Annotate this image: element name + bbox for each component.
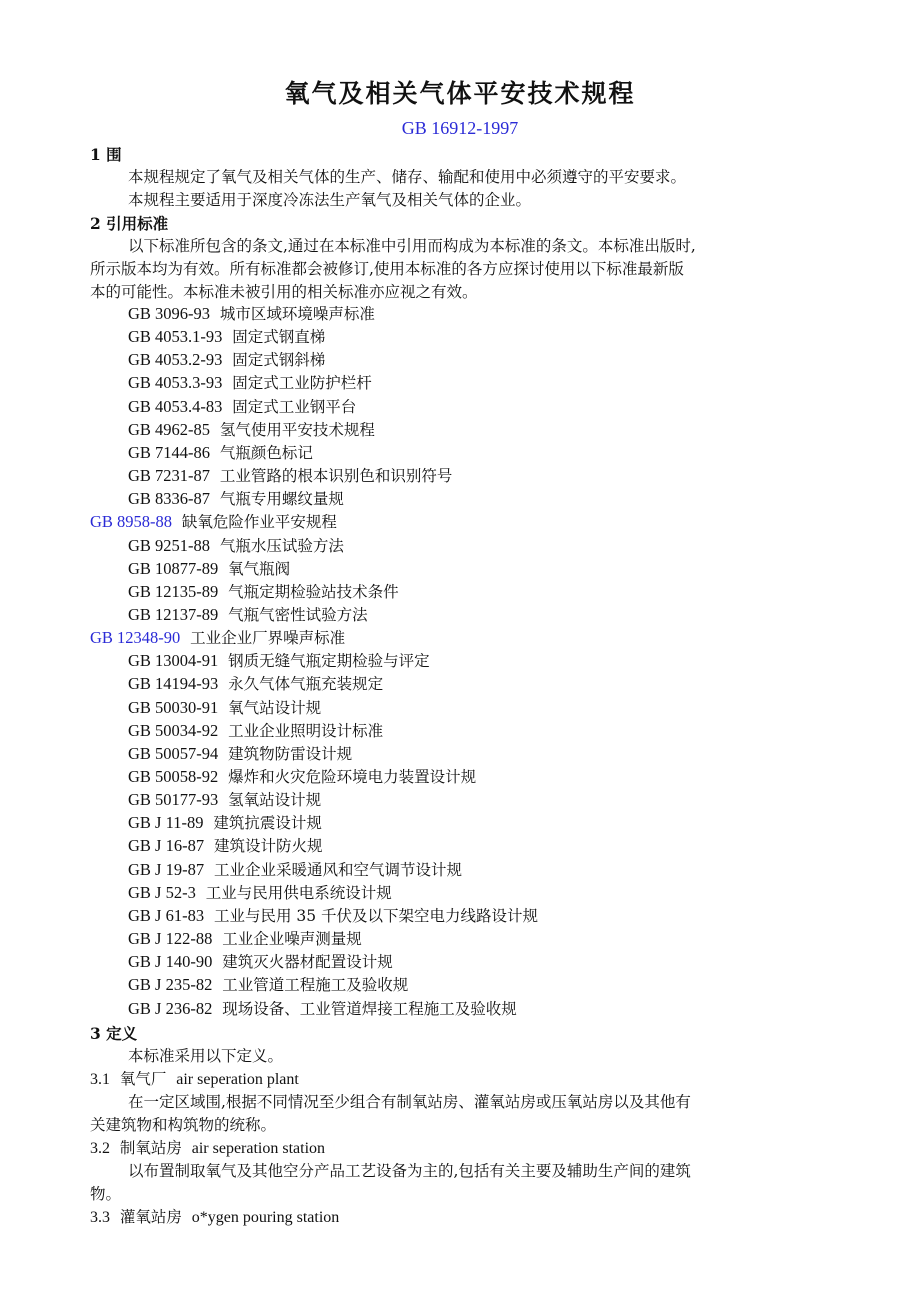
- reference-code: GB 4962-85: [128, 419, 211, 439]
- reference-title: 建筑灭火器材配置设计规: [222, 953, 393, 972]
- definition-3-2-text: 以布置制取氧气及其他空分产品工艺设备为主的,包括有关主要及辅助生产间的建筑: [128, 1162, 691, 1180]
- reference-code: GB 50177-93: [128, 790, 219, 810]
- reference-title: 工业企业照明设计标准: [228, 721, 384, 740]
- definition-number: 3.1: [90, 1071, 110, 1088]
- definition-3-2-title: [90, 1137, 816, 1160]
- reference-title: 城市区域环境噪声标准: [219, 305, 375, 323]
- definition-3-1-title: [90, 1068, 816, 1091]
- reference-title: 氧气站设计规: [228, 698, 322, 717]
- reference-item: [128, 649, 854, 673]
- reference-title: 气瓶颜色标记: [219, 443, 313, 462]
- reference-code: GB 13004-91: [128, 651, 219, 671]
- definition-3-3-title: [90, 1206, 816, 1229]
- reference-item: [128, 418, 854, 442]
- reference-item: [128, 464, 854, 488]
- reference-code: GB 7231-87: [128, 466, 211, 485]
- reference-item: [128, 881, 854, 905]
- reference-code[interactable]: GB 12348-90: [90, 628, 181, 648]
- section-2-heading: 2 引用标准: [90, 214, 169, 233]
- reference-item: [128, 950, 854, 974]
- definition-number: 3.3: [90, 1209, 110, 1226]
- definition-term-en: o*ygen pouring station: [191, 1209, 340, 1226]
- reference-code[interactable]: GB 8958-88: [90, 512, 173, 532]
- reference-title: 固定式钢斜梯: [232, 351, 326, 370]
- definition-3-1-text: 在一定区域围,根据不同情况至少组合有制氧站房、灌氧站房或压氧站房以及其他有: [128, 1093, 691, 1111]
- reference-title: 建筑抗震设计规: [213, 814, 322, 833]
- reference-code: GB 9251-88: [128, 535, 211, 555]
- reference-title: 工业企业采暖通风和空气调节设计规: [213, 860, 462, 879]
- section-2-paragraph: 本的可能性。本标准未被引用的相关标准亦应视之有效。: [90, 283, 478, 301]
- reference-title: 钢质无缝气瓶定期检验与评定: [228, 652, 430, 671]
- reference-title: 气瓶水压试验方法: [219, 536, 344, 555]
- reference-item: [128, 371, 854, 395]
- reference-title: 工业与民用 35 千伏及以下架空电力线路设计规: [213, 906, 539, 925]
- definition-term-en: air seperation plant: [176, 1071, 299, 1088]
- section-3-intro: 本标准采用以下定义。: [128, 1047, 284, 1065]
- reference-item: [128, 811, 854, 835]
- reference-title: 现场设备、工业管道焊接工程施工及验收规: [222, 999, 517, 1018]
- reference-item: [128, 858, 854, 882]
- reference-title: 建筑物防雷设计规: [228, 744, 353, 763]
- reference-item: [128, 765, 854, 789]
- reference-title: 固定式钢直梯: [232, 328, 326, 347]
- reference-item: [128, 441, 854, 465]
- reference-title: 氢氧站设计规: [228, 791, 322, 810]
- document-title: 氧气及相关气体平安技术规程: [284, 79, 636, 108]
- definition-number: 3.2: [90, 1140, 110, 1157]
- reference-code: GB 50058-92: [128, 767, 219, 786]
- reference-code: GB 7144-86: [128, 442, 211, 462]
- reference-title: 气瓶气密性试验方法: [228, 606, 368, 624]
- reference-item: [128, 395, 854, 419]
- reference-title: 固定式工业防护栏杆: [232, 374, 372, 393]
- reference-code: GB 4053.4-83: [128, 396, 223, 416]
- reference-title: 工业与民用供电系统设计规: [205, 883, 392, 902]
- reference-item: [128, 834, 854, 858]
- reference-code: GB J 52-3: [128, 882, 196, 902]
- reference-code: GB 10877-89: [128, 558, 219, 578]
- reference-title: 工业企业噪声测量规: [222, 930, 362, 948]
- reference-item: [128, 487, 854, 511]
- reference-item: [128, 997, 854, 1021]
- reference-item: [128, 719, 854, 743]
- reference-code: GB J 19-87: [128, 859, 205, 879]
- reference-title: 工业管道工程施工及验收规: [222, 976, 409, 995]
- reference-item: [128, 696, 854, 720]
- reference-title: 缺氧危险作业平安规程: [181, 513, 337, 532]
- reference-item: [90, 626, 816, 650]
- reference-item: [128, 603, 854, 627]
- reference-title: 工业管路的根本识别色和识别符号: [219, 467, 453, 485]
- reference-code: GB 3096-93: [128, 304, 211, 323]
- reference-item: [128, 557, 854, 581]
- reference-item: [128, 788, 854, 812]
- reference-code: GB J 236-82: [128, 998, 213, 1018]
- reference-item: [128, 742, 854, 766]
- reference-code: GB J 16-87: [128, 836, 205, 856]
- reference-code: GB 8336-87: [128, 489, 211, 509]
- reference-code: GB 12137-89: [128, 605, 219, 624]
- section-1-paragraph: 本规程规定了氧气及相关气体的生产、储存、输配和使用中必须遵守的平安要求。: [128, 168, 687, 186]
- reference-title: 气瓶专用螺纹量规: [219, 490, 344, 509]
- definition-3-2-text: 物。: [90, 1185, 122, 1203]
- definition-term-en: air seperation station: [191, 1140, 326, 1157]
- reference-code: GB 4053.1-93: [128, 327, 223, 347]
- reference-item: [128, 534, 854, 558]
- definition-3-1-text: 关建筑物和构筑物的统称。: [90, 1116, 277, 1134]
- reference-code: GB 4053.2-93: [128, 350, 223, 370]
- reference-item: [128, 927, 854, 951]
- reference-code: GB 50030-91: [128, 697, 219, 717]
- reference-code: GB J 11-89: [128, 813, 204, 833]
- section-1-heading: 1 围: [90, 145, 122, 164]
- reference-item: [128, 973, 854, 997]
- reference-title: 氧气瓶阀: [228, 559, 291, 578]
- reference-item: [128, 325, 854, 349]
- section-1-paragraph: 本规程主要适用于深度冷冻法生产氧气及相关气体的企业。: [128, 191, 532, 209]
- definition-term-cn: 灌氧站房: [119, 1208, 182, 1226]
- reference-code: GB 4053.3-93: [128, 373, 223, 393]
- reference-title: 爆炸和火灾危险环境电力装置设计规: [228, 768, 477, 786]
- reference-title: 气瓶定期检验站技术条件: [228, 582, 399, 601]
- reference-code: GB 14194-93: [128, 674, 219, 694]
- reference-item: [128, 302, 854, 326]
- reference-item: [128, 580, 854, 604]
- reference-code: GB J 235-82: [128, 975, 213, 995]
- reference-code: GB J 122-88: [128, 929, 213, 948]
- reference-item: [90, 510, 816, 534]
- reference-code: GB J 140-90: [128, 952, 213, 972]
- section-2-paragraph: 所示版本均为有效。所有标准都会被修订,使用本标准的各方应探讨使用以下标准最新版: [90, 260, 684, 278]
- reference-item: [128, 904, 854, 928]
- reference-title: 永久气体气瓶充装规定: [228, 675, 384, 694]
- section-2-paragraph: 以下标准所包含的条文,通过在本标准中引用而构成为本标准的条文。本标准出版时,: [128, 237, 696, 255]
- reference-code: GB 50034-92: [128, 720, 219, 740]
- reference-title: 氢气使用平安技术规程: [219, 420, 375, 439]
- reference-item: [128, 672, 854, 696]
- reference-title: 建筑设计防火规: [213, 837, 323, 856]
- reference-code: GB 12135-89: [128, 581, 219, 601]
- reference-item: [128, 348, 854, 372]
- reference-code: GB 50057-94: [128, 743, 219, 763]
- definition-term-cn: 制氧站房: [119, 1139, 182, 1157]
- definition-term-cn: 氧气厂: [119, 1070, 167, 1088]
- standard-number[interactable]: GB 16912-1997: [401, 118, 519, 138]
- section-3-heading: 3 定义: [90, 1024, 138, 1043]
- reference-title: 固定式工业钢平台: [232, 397, 357, 416]
- reference-code: GB J 61-83: [128, 905, 205, 925]
- reference-title: 工业企业厂界噪声标准: [190, 629, 346, 648]
